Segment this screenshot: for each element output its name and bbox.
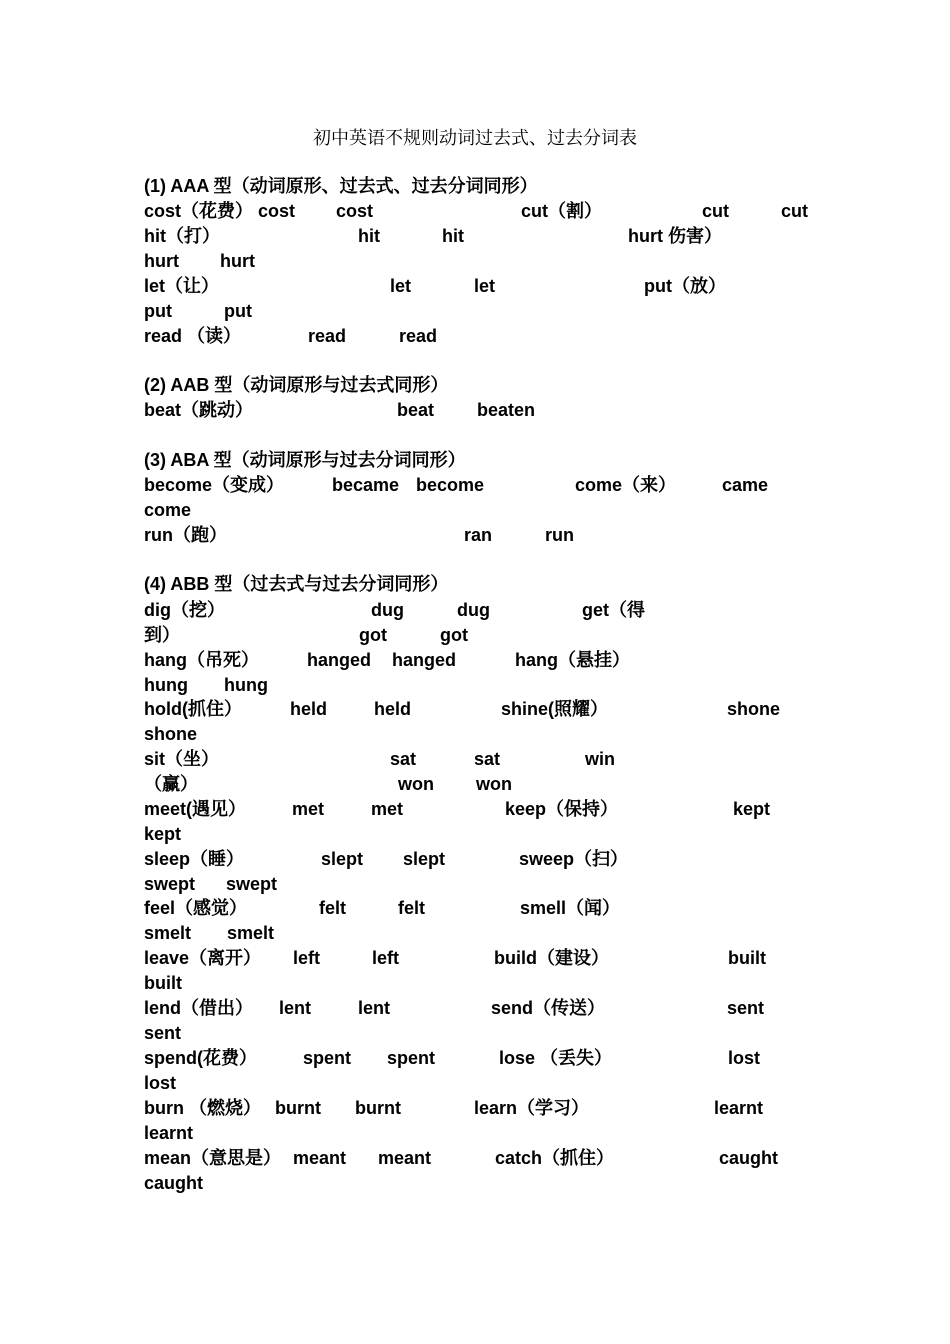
verb-form: run <box>545 525 574 545</box>
verb-form: put <box>144 301 172 321</box>
verb-form: left <box>372 948 399 968</box>
verb-form: read <box>308 326 347 346</box>
verb-form: spent <box>387 1048 436 1068</box>
verb-form: hung <box>224 675 268 695</box>
verb-form: cut <box>781 201 808 221</box>
verb-form: win <box>585 749 615 769</box>
verb-form: cost <box>258 201 296 221</box>
verb-form: swept <box>226 874 278 894</box>
verb-form: put <box>224 301 252 321</box>
verb-form: burnt <box>355 1098 401 1118</box>
verb-form: hit（打） <box>144 226 220 246</box>
verb-form: 到） <box>144 625 180 645</box>
verb-form: sent <box>727 998 765 1018</box>
verb-form: spend(花费） <box>144 1048 258 1068</box>
verb-form: smelt <box>227 923 275 943</box>
verb-form: smell（闻） <box>520 898 621 918</box>
verb-form: hit <box>442 226 464 246</box>
verb-form: shone <box>727 699 781 719</box>
verb-form: meet(遇见） <box>144 799 247 819</box>
verb-form: beat（跳动） <box>144 400 254 420</box>
section-heading-aaa: (1) AAA 型（动词原形、过去式、过去分词同形） <box>144 176 538 196</box>
verb-form: feel（感觉） <box>144 898 248 918</box>
verb-form: burnt <box>275 1098 321 1118</box>
verb-form: meant <box>378 1148 432 1168</box>
verb-form: sat <box>474 749 501 769</box>
verb-form: felt <box>319 898 346 918</box>
verb-form: smelt <box>144 923 192 943</box>
verb-form: learn（学习） <box>474 1098 590 1118</box>
verb-form: let <box>390 276 412 296</box>
verb-form: meant <box>293 1148 347 1168</box>
verb-form: leave（离开） <box>144 948 262 968</box>
verb-form: learnt <box>144 1123 194 1143</box>
verb-form: got <box>359 625 387 645</box>
verb-form: got <box>440 625 468 645</box>
verb-form: dig（挖） <box>144 600 225 620</box>
verb-form: left <box>293 948 320 968</box>
verb-form: shine(照耀） <box>501 699 609 719</box>
verb-form: beaten <box>477 400 536 420</box>
verb-form: dug <box>371 600 404 620</box>
verb-form: cost（花费） <box>144 201 254 221</box>
verb-form: come（来） <box>575 475 677 495</box>
verb-form: hung <box>144 675 188 695</box>
verb-form: spent <box>303 1048 352 1068</box>
verb-form: sat <box>390 749 417 769</box>
verb-form: send（传送） <box>491 998 606 1018</box>
verb-form: become（变成） <box>144 475 285 495</box>
verb-form: lose （丢失） <box>499 1048 613 1068</box>
verb-form: beat <box>397 400 435 420</box>
verb-form: built <box>728 948 766 968</box>
verb-form: hang（吊死） <box>144 650 259 670</box>
verb-form: catch（抓住） <box>495 1148 615 1168</box>
verb-form: keep（保持） <box>505 799 619 819</box>
verb-form: dug <box>457 600 490 620</box>
verb-form: lost <box>728 1048 761 1068</box>
verb-form: cut <box>702 201 729 221</box>
verb-form: lent <box>358 998 391 1018</box>
verb-form: learnt <box>714 1098 764 1118</box>
page-title: 初中英语不规则动词过去式、过去分词表 <box>313 128 637 149</box>
verb-form: sleep（睡） <box>144 849 245 869</box>
verb-form: came <box>722 475 769 495</box>
verb-form: become <box>416 475 485 495</box>
verb-form: read <box>399 326 438 346</box>
verb-form: met <box>371 799 404 819</box>
verb-form: let（让） <box>144 276 220 296</box>
verb-form: slept <box>403 849 446 869</box>
verb-form: caught <box>144 1173 204 1193</box>
section-heading-abb: (4) ABB 型（过去式与过去分词同形） <box>144 574 449 594</box>
verb-form: lend（借出） <box>144 998 254 1018</box>
verb-form: hang（悬挂） <box>515 650 630 670</box>
verb-form: sit（坐） <box>144 749 220 769</box>
verb-form: hurt 伤害） <box>628 226 722 246</box>
verb-form: put（放） <box>644 276 726 296</box>
verb-form: cut（割） <box>521 201 602 221</box>
verb-form: felt <box>398 898 425 918</box>
verb-form: ran <box>464 525 493 545</box>
verb-form: read （读） <box>144 326 242 346</box>
verb-form: held <box>290 699 328 719</box>
verb-form: won <box>476 774 512 794</box>
verb-form: shone <box>144 724 198 744</box>
verb-form: slept <box>321 849 364 869</box>
verb-form: hold(抓住） <box>144 699 242 719</box>
verb-form: let <box>474 276 496 296</box>
verb-form: cost <box>336 201 374 221</box>
verb-form: hanged <box>392 650 457 670</box>
verb-form: build（建设） <box>494 948 609 968</box>
verb-form: come <box>144 500 192 520</box>
verb-form: lent <box>279 998 312 1018</box>
verb-form: hurt <box>144 251 179 271</box>
verb-form: won <box>398 774 434 794</box>
verb-form: swept <box>144 874 196 894</box>
section-heading-aba: (3) ABA 型（动词原形与过去分词同形） <box>144 450 466 470</box>
verb-form: kept <box>733 799 771 819</box>
verb-form: met <box>292 799 325 819</box>
verb-form: sweep（扫） <box>519 849 629 869</box>
verb-form: sent <box>144 1023 182 1043</box>
verb-form: run（跑） <box>144 525 227 545</box>
verb-form: held <box>374 699 412 719</box>
verb-form: get（得 <box>582 600 645 620</box>
verb-form: lost <box>144 1073 177 1093</box>
verb-form: （赢） <box>144 774 198 794</box>
verb-form: hanged <box>307 650 372 670</box>
verb-form: kept <box>144 824 182 844</box>
section-heading-aab: (2) AAB 型（动词原形与过去式同形） <box>144 375 449 395</box>
verb-form: hit <box>358 226 380 246</box>
verb-form: burn （燃烧） <box>144 1098 261 1118</box>
verb-form: hurt <box>220 251 255 271</box>
verb-form: became <box>332 475 400 495</box>
verb-form: built <box>144 973 182 993</box>
verb-form: mean（意思是） <box>144 1148 282 1168</box>
verb-form: caught <box>719 1148 779 1168</box>
